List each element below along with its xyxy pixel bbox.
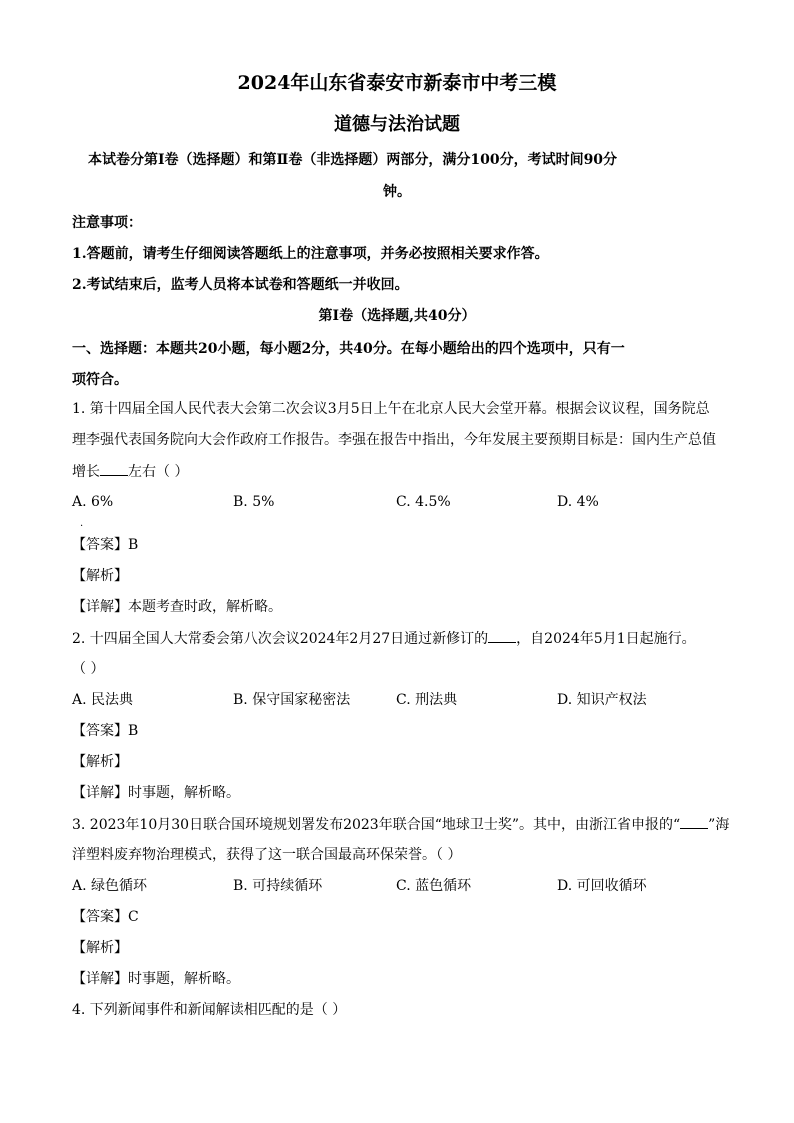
q1-blank [100, 461, 128, 476]
notice-heading: 注意事项： [72, 215, 142, 231]
q3-answer: 【答案】C [72, 909, 139, 925]
q3-option-c: C. 蓝色循环 [396, 878, 472, 894]
q2-option-c: C. 刑法典 [396, 692, 458, 708]
q2-blank [488, 628, 516, 643]
q1-answer: 【答案】B [72, 537, 139, 553]
q1-line-3-pre: 增长 [72, 464, 100, 480]
q2-analysis: 【解析】 [72, 754, 128, 770]
q1-line-3 [72, 461, 188, 482]
q3-line-2: 洋塑料废弃物治理模式，获得了这一联合国最高环保荣誉。（ ） [72, 847, 462, 863]
q2-option-b: B. 保守国家秘密法 [233, 692, 351, 708]
section-title: 第Ⅰ卷（选择题,共40分） [318, 308, 476, 324]
q3-blank [680, 814, 708, 829]
q3-analysis: 【解析】 [72, 940, 128, 956]
q1-line-1: 1. 第十四届全国人民代表大会第二次会议3月5日上午在北京人民大会堂开幕。根据会议议程，国务院总 [72, 401, 710, 417]
q3-option-b: B. 可持续循环 [233, 878, 323, 894]
section-desc-line-1: 一、选择题：本题共20小题，每小题2分，共40分。在每小题给出的四个选项中，只有一 [72, 341, 625, 357]
q1-line-2: 理李强代表国务院向大会作政府工作报告。李强在报告中指出，今年发展主要预期目标是：国内生产总值 [72, 432, 716, 448]
exam-subject: 道德与法治试题 [334, 114, 460, 135]
q3-option-d: D. 可回收循环 [557, 878, 647, 894]
q3-line-1 [72, 814, 729, 835]
stray-dot-mark: . [80, 518, 84, 529]
q3-detail: 【详解】时事题，解析略。 [72, 971, 240, 987]
q4-line-1: 4. 下列新闻事件和新闻解读相匹配的是（ ） [72, 1002, 347, 1018]
q3-option-a: A. 绿色循环 [72, 878, 148, 894]
q3-line-1-pre: 3. 2023年10月30日联合国环境规划署发布2023年联合国“地球卫士奖”。其中，由浙江省申报的“ [72, 817, 681, 833]
q1-option-c: C. 4.5% [396, 494, 451, 510]
q1-detail: 【详解】本题考查时政，解析略。 [72, 599, 282, 615]
q2-option-d: D. 知识产权法 [557, 692, 647, 708]
q1-line-3-post: 左右（ ） [128, 464, 189, 480]
q2-line-1-post: ，自2024年5月1日起施行。 [516, 631, 696, 647]
q2-detail: 【详解】时事题，解析略。 [72, 785, 240, 801]
q2-line-2: （ ） [72, 661, 105, 677]
q3-line-1-post: ”海 [708, 817, 730, 833]
q1-option-d: D. 4% [557, 494, 599, 510]
q1-analysis: 【解析】 [72, 568, 128, 584]
q2-option-a: A. 民法典 [72, 692, 134, 708]
q1-option-a: A. 6% [72, 494, 114, 510]
q2-line-1-pre: 2. 十四届全国人大常委会第八次会议2024年2月27日通过新修订的 [72, 631, 489, 647]
notice-item-1: 1.答题前，请考生仔细阅读答题纸上的注意事项，并务必按照相关要求作答。 [72, 246, 549, 262]
intro-line-1: 本试卷分第Ⅰ卷（选择题）和第Ⅱ卷（非选择题）两部分，满分100分，考试时间90分 [88, 152, 618, 168]
q1-option-b: B. 5% [233, 494, 275, 510]
q2-answer: 【答案】B [72, 723, 139, 739]
intro-line-2: 钟。 [383, 184, 411, 200]
exam-title: 2024年山东省泰安市新泰市中考三模 [237, 72, 557, 94]
notice-item-2: 2.考试结束后，监考人员将本试卷和答题纸一并收回。 [72, 277, 409, 293]
q2-line-1 [72, 628, 696, 649]
section-desc-line-2: 项符合。 [72, 372, 128, 388]
